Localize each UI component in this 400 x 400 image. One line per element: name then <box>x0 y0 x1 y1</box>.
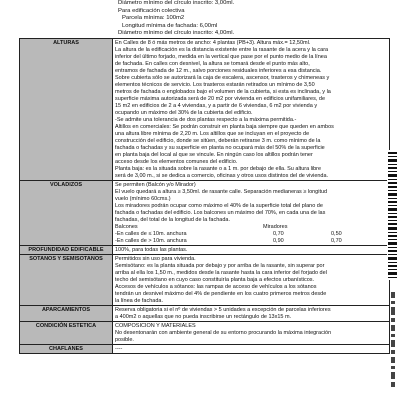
row-alturas <box>20 39 390 181</box>
text-line: vuelo (mínimo 60cms.) <box>115 195 171 202</box>
text-line: arriba al ella los 1,50 m., medidos desde la rasante hasta la cara inferior del forjado del <box>115 269 327 276</box>
text-line: Para edificación colectiva <box>118 7 185 14</box>
text-line: ---- <box>115 345 123 352</box>
row-content <box>113 306 390 322</box>
text-line: ocupando un máximo del 30% de la cubierta del edificio. <box>115 109 253 116</box>
row-label: CHAFLANES <box>20 345 113 354</box>
text-line: Altillos en comerciales: Se podrán construir en planta baja siempre que queden en ambos <box>115 123 334 130</box>
row-sotanos <box>20 255 390 306</box>
text-line: Permitidos sin uso para vivienda. <box>115 255 196 262</box>
text-line: tendrán un desnivel máximo del 4% de pendiente en los cuatro primeros metros desde <box>115 290 327 297</box>
vuelo-header-balcones: Balcones <box>115 223 138 230</box>
row-label: VOLADIZOS <box>20 181 113 246</box>
text-line: a 400m2 o aquellas que no pueda inscribirse un rectángulo de 13x15 m. <box>115 313 292 320</box>
text-line: Reserva obligatoria si el nº de viviendas > 5 unidades a excepción de parcelas inferiores <box>115 306 331 313</box>
vuelo-row-label: -En calles de ≤ 10m. anchura <box>115 230 187 237</box>
text-line: acceso desde los elementos comunes del edificio. <box>115 158 238 165</box>
text-line: fachada o fachadas del edificio. Los balcones un máximo del 70%, en cada una de las <box>115 209 326 216</box>
text-line: será de 3,00 m., si se dedica a comercio, oficinas y otros usos distintos del de vivienda. <box>115 172 329 179</box>
text-line: COMPOSICION Y MATERIALES <box>115 322 196 329</box>
row-content <box>113 322 390 345</box>
text-line: entramos de fachada de 12 m., salvo porciones residuales inferiores a esa distancia. <box>115 67 322 74</box>
vuelo-balcones-value: 0,70 <box>273 230 284 237</box>
text-line: superficie máxima autorizada será de 20 m2 por vivienda en edificios unifamiliares, de <box>115 95 326 102</box>
row-aparcamientos <box>20 306 390 322</box>
vuelo-table <box>115 224 387 245</box>
text-line: la línea de fachada. <box>115 297 164 304</box>
row-content <box>113 246 390 255</box>
text-line: fachadas, del total de la longitud de la fachada. <box>115 216 230 223</box>
row-content <box>113 181 390 246</box>
row-profundidad <box>20 246 390 255</box>
row-label: PROFUNDIDAD EDIFICABLE <box>20 246 113 255</box>
text-line: -Se admite una tolerancia de dos plantas respecto a la máxima permitida.- <box>115 116 297 123</box>
text-line: Accesos de vehículos a sótanos: las rampas de acceso de vehículos a los sótanos <box>115 283 317 290</box>
text-line: construcción del edificio, donde se sitúen, deberán retirarse 3 m. como mínimo de la <box>115 137 321 144</box>
row-voladizos <box>20 181 390 246</box>
text-line: Semisótano: es la planta situada por debajo y por arriba de la rasante, sin superar por <box>115 262 325 269</box>
text-line: una altura libre mínima de 2,20 m. Los altillos que se incluyan en el proyecto de <box>115 130 310 137</box>
text-line: inferior del último forjado, medida en la vertical que pase por el punto medio de la línea <box>115 53 327 60</box>
barcode-image <box>387 150 398 280</box>
text-line: de fachada. En calles con desnivel, la altura se tomará desde el punto más alto, <box>115 60 310 67</box>
text-line: Planta baja: es la situada sobre la rasante o a 1 m. por debajo de ella. Su altura libre <box>115 165 322 172</box>
urban-norms-table <box>19 38 390 354</box>
text-line: fachada o fachadas y su superficie en planta no ocupará más del 50% de la superficie <box>115 144 325 151</box>
previous-section-text <box>118 0 378 38</box>
text-line: Los miradores podrán ocupar como máximo el 40% de la superficie total del plano de <box>115 202 323 209</box>
text-line: metros de fachada o englobados bajo el volumen de la cubierta, si esta es inclinada, y la <box>115 88 331 95</box>
vuelo-header-miradores: Miradores <box>263 223 288 230</box>
row-content <box>113 255 390 306</box>
text-line: 100%, para todas las plantas. <box>115 246 188 253</box>
text-line: En Calles de 8 ó más metros de ancho: 4 plantas (PB+3). Altura máx.= 12,50ml. <box>115 39 311 46</box>
row-content <box>113 345 390 354</box>
text-line: Longitud mínima de fachada: 6,00ml <box>122 22 218 29</box>
text-line: Diámetro mínimo del círculo inscrito: 4,00ml. <box>118 30 235 37</box>
text-line: elementos técnicos de servicio. Los trasteros estarán retirados un mínimo de 3,50 <box>115 81 315 88</box>
text-line: Se permiten (Balcón y/o Mirador) <box>115 181 196 188</box>
vuelo-miradores-value: 0,70 <box>331 237 342 244</box>
text-line: El vuelo quedará a altura ≥ 3,50ml. de rasante calle. Separación medianeras ≥ longitud <box>115 188 328 195</box>
row-label: ALTURAS <box>20 39 113 181</box>
vuelo-miradores-value: 0,50 <box>331 230 342 237</box>
text-line: techo del semisótano en cuyo caso constituiría planta baja a efectos urbanísticos. <box>115 276 315 283</box>
text-line: No desentonarán con ambiente general de su entorno procurando la máxima integración <box>115 329 332 336</box>
row-estetica <box>20 322 390 345</box>
vuelo-balcones-value: 0,90 <box>273 237 284 244</box>
text-line: Parcela mínima: 100m2 <box>122 15 185 22</box>
text-line: Diámetro mínimo del círculo inscrito: 3,00ml. <box>118 0 235 6</box>
text-line: 15 m2 en edificios de 2 a 4 viviendas, y a partir de 6 viviendas, 6 m2 por vivienda y <box>115 102 318 109</box>
row-label: SOTANOS Y SEMISOTANOS <box>20 255 113 306</box>
side-registry-mark <box>389 290 397 390</box>
vuelo-row-label: -En calles de > 10m. anchura <box>115 237 187 244</box>
row-chaflanes <box>20 345 390 354</box>
row-content <box>113 39 390 181</box>
text-line: en planta baja del local al que se vincule. En ningún caso los altillos podrán tener <box>115 151 313 158</box>
text-line: posible. <box>115 336 134 343</box>
text-line: Sobre cubierta sólo se autorizará la caja de escalera, ascensor, trasteros y chimeneas y <box>115 74 330 81</box>
row-label: APARCAMIENTOS <box>20 306 113 322</box>
row-label: CONDICIÓN ESTETICA <box>20 322 113 345</box>
text-line: La altura de la edificación es la distancia existente entre la rasante de la acera y la cara <box>115 46 329 53</box>
